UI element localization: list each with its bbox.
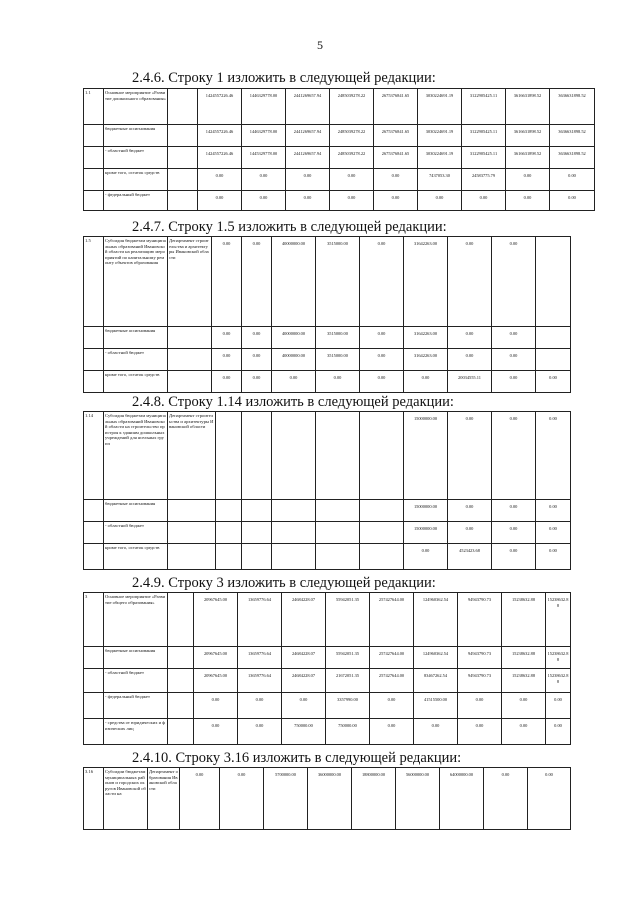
value-cell bbox=[216, 544, 242, 570]
value-cell: 0.00 bbox=[242, 169, 286, 191]
row-id: 3.16 bbox=[84, 768, 104, 830]
value-cell: 0.00 bbox=[360, 371, 404, 393]
value-cell: 0.00 bbox=[492, 371, 536, 393]
value-cell: 56000000.00 bbox=[396, 768, 440, 830]
value-cell: 124960362.54 bbox=[414, 647, 458, 669]
value-cell: 15238632.88 bbox=[502, 593, 546, 647]
row-label: кроме того, остаток средств bbox=[104, 371, 168, 393]
value-cell: 0.00 bbox=[536, 522, 571, 544]
value-cell: 55942051.35 bbox=[326, 593, 370, 647]
value-cell: 2675376841.65 bbox=[374, 125, 418, 147]
value-cell: 40000000.00 bbox=[272, 327, 316, 349]
value-cell: 0.00 bbox=[194, 693, 238, 719]
value-cell bbox=[360, 522, 404, 544]
value-cell: 0.00 bbox=[180, 768, 220, 830]
value-cell bbox=[216, 522, 242, 544]
value-cell: 36000000.00 bbox=[308, 768, 352, 830]
row-label: - областной бюджет bbox=[104, 147, 168, 169]
budget-table bbox=[83, 592, 571, 745]
value-cell: 0.00 bbox=[330, 191, 374, 211]
value-cell bbox=[316, 412, 360, 500]
value-cell: 0.00 bbox=[492, 412, 536, 500]
value-cell: 0.00 bbox=[220, 768, 264, 830]
value-cell: 5700000.00 bbox=[264, 768, 308, 830]
row-label: кроме того, остаток средств bbox=[104, 544, 168, 570]
page-number: 5 bbox=[317, 38, 323, 52]
section-heading: 2.4.10. Строку 3.16 изложить в следующей редакции: bbox=[132, 750, 462, 766]
value-cell: 750000.00 bbox=[282, 719, 326, 745]
value-cell: 4523423.68 bbox=[448, 544, 492, 570]
value-cell: 24583775.79 bbox=[462, 169, 506, 191]
value-cell: 3122905425.11 bbox=[462, 147, 506, 169]
value-cell: 2441269657.94 bbox=[286, 89, 330, 125]
row-label: Основное мероприятие «Развитие дошкольного образования» bbox=[104, 89, 168, 125]
value-cell: 1424557226.46 bbox=[198, 89, 242, 125]
value-cell: 0.00 bbox=[458, 719, 502, 745]
value-cell: 0.00 bbox=[462, 191, 506, 211]
value-cell bbox=[216, 500, 242, 522]
value-cell: 3616631898.52 bbox=[506, 147, 550, 169]
value-cell: 41515500.00 bbox=[414, 693, 458, 719]
value-cell: 0.00 bbox=[536, 412, 571, 500]
budget-table bbox=[83, 411, 571, 570]
value-cell: 3515000.00 bbox=[316, 237, 360, 327]
value-cell: 0.00 bbox=[282, 693, 326, 719]
value-cell bbox=[242, 412, 272, 500]
value-cell: 0.00 bbox=[492, 544, 536, 570]
value-cell: 15238632.88 bbox=[502, 669, 546, 693]
value-cell: 0.00 bbox=[238, 719, 282, 745]
row-label: Субсидии бюджетам муниципальных районов и городских округов Ивановской области на bbox=[104, 768, 148, 830]
value-cell: 3616631898.52 bbox=[506, 125, 550, 147]
value-cell: 0.00 bbox=[370, 719, 414, 745]
section-heading: 2.4.6. Строку 1 изложить в следующей редакции: bbox=[132, 70, 436, 86]
value-cell: 257427644.00 bbox=[370, 593, 414, 647]
value-cell: 0.00 bbox=[448, 327, 492, 349]
value-cell: 1446329778.00 bbox=[242, 125, 286, 147]
row-label: бюджетные ассигнования bbox=[104, 125, 168, 147]
value-cell: 20967645.00 bbox=[194, 593, 238, 647]
value-cell: 64000000.00 bbox=[440, 768, 484, 830]
value-cell bbox=[272, 412, 316, 500]
value-cell: 15238632.88 bbox=[546, 669, 571, 693]
value-cell: 0.00 bbox=[374, 169, 418, 191]
value-cell: 1424557226.46 bbox=[198, 147, 242, 169]
value-cell: 0.00 bbox=[272, 371, 316, 393]
value-cell: 13659776.64 bbox=[238, 593, 282, 647]
value-cell: 15000000.00 bbox=[404, 522, 448, 544]
value-cell: 0.00 bbox=[492, 522, 536, 544]
value-cell: 24684228.07 bbox=[282, 593, 326, 647]
value-cell: 2441269657.94 bbox=[286, 125, 330, 147]
value-cell: 13659776.64 bbox=[238, 669, 282, 693]
value-cell: 0.00 bbox=[536, 500, 571, 522]
row-label: - областной бюджет bbox=[104, 522, 168, 544]
value-cell: 3636631898.52 bbox=[550, 125, 595, 147]
executor-cell: Департамент строительства и архитектуры Ивановской области bbox=[168, 237, 212, 327]
value-cell: 0.00 bbox=[492, 500, 536, 522]
value-cell: 0.00 bbox=[492, 327, 536, 349]
value-cell: 55942051.35 bbox=[326, 647, 370, 669]
value-cell: 20967645.00 bbox=[194, 669, 238, 693]
row-id: 1.5 bbox=[84, 237, 104, 327]
section-heading: 2.4.9. Строку 3 изложить в следующей редакции: bbox=[132, 575, 436, 591]
value-cell: 15000000.00 bbox=[404, 412, 448, 500]
value-cell: 0.00 bbox=[448, 349, 492, 371]
value-cell bbox=[242, 544, 272, 570]
value-cell: 0.00 bbox=[458, 693, 502, 719]
value-cell: 0.00 bbox=[404, 544, 448, 570]
value-cell: 15238632.88 bbox=[502, 647, 546, 669]
value-cell: 0.00 bbox=[242, 349, 272, 371]
row-label: Субсидия бюджетам муниципальных образований Ивановской области на строительство пристроя к зданиям дошкольных учреждений для ясельных групп bbox=[104, 412, 168, 500]
value-cell: 750000.00 bbox=[326, 719, 370, 745]
value-cell: 2485039278.22 bbox=[330, 147, 374, 169]
value-cell: 0.00 bbox=[448, 500, 492, 522]
executor-cell bbox=[168, 593, 194, 647]
value-cell: 7437053.30 bbox=[418, 169, 462, 191]
value-cell: 0.00 bbox=[492, 237, 536, 327]
value-cell: 94943790.73 bbox=[458, 647, 502, 669]
value-cell: 0.00 bbox=[212, 349, 242, 371]
value-cell: 2485039278.22 bbox=[330, 125, 374, 147]
value-cell: 2441269657.94 bbox=[286, 147, 330, 169]
value-cell: 0.00 bbox=[448, 522, 492, 544]
row-label: кроме того, остаток средств bbox=[104, 169, 168, 191]
value-cell: 2485039278.22 bbox=[330, 89, 374, 125]
value-cell bbox=[360, 500, 404, 522]
value-cell bbox=[242, 522, 272, 544]
value-cell: 0.00 bbox=[316, 371, 360, 393]
value-cell: 0.00 bbox=[286, 191, 330, 211]
value-cell: 3122905425.11 bbox=[462, 89, 506, 125]
value-cell: 0.00 bbox=[536, 371, 571, 393]
value-cell: 0.00 bbox=[506, 191, 550, 211]
executor-cell bbox=[168, 89, 198, 125]
value-cell bbox=[272, 522, 316, 544]
value-cell: 40000000.00 bbox=[272, 349, 316, 371]
value-cell: 0.00 bbox=[212, 327, 242, 349]
value-cell: 0.00 bbox=[404, 371, 448, 393]
row-label: - федеральный бюджет bbox=[104, 693, 168, 719]
value-cell: 15000000.00 bbox=[404, 500, 448, 522]
row-label: - областной бюджет bbox=[104, 669, 168, 693]
value-cell: 0.00 bbox=[198, 191, 242, 211]
value-cell: 0.00 bbox=[370, 693, 414, 719]
value-cell: 3636631898.52 bbox=[550, 89, 595, 125]
value-cell: 0.00 bbox=[242, 237, 272, 327]
value-cell: 0.00 bbox=[484, 768, 528, 830]
value-cell: 0.00 bbox=[528, 768, 571, 830]
value-cell: 0.00 bbox=[414, 719, 458, 745]
value-cell: 20967645.00 bbox=[194, 647, 238, 669]
row-label: Основное мероприятие «Развитие общего образования» bbox=[104, 593, 168, 647]
value-cell: 2675376841.65 bbox=[374, 147, 418, 169]
value-cell: 31642263.00 bbox=[404, 349, 448, 371]
section-heading: 2.4.7. Строку 1.5 изложить в следующей редакции: bbox=[132, 219, 447, 235]
budget-table bbox=[83, 767, 571, 830]
value-cell: 1446329778.00 bbox=[242, 89, 286, 125]
row-label: - федеральный бюджет bbox=[104, 191, 168, 211]
row-label: - средства от юридических и физических лиц bbox=[104, 719, 168, 745]
value-cell: 24684228.07 bbox=[282, 669, 326, 693]
value-cell: 0.00 bbox=[330, 169, 374, 191]
value-cell: 24684228.07 bbox=[282, 647, 326, 669]
value-cell: 0.00 bbox=[492, 349, 536, 371]
value-cell: 0.00 bbox=[374, 191, 418, 211]
value-cell: 94943790.73 bbox=[458, 669, 502, 693]
value-cell bbox=[272, 500, 316, 522]
budget-table bbox=[83, 88, 595, 211]
value-cell: 0.00 bbox=[242, 191, 286, 211]
value-cell: 3357990.00 bbox=[326, 693, 370, 719]
value-cell: 15238632.88 bbox=[546, 647, 571, 669]
value-cell: 0.00 bbox=[448, 237, 492, 327]
value-cell: 0.00 bbox=[242, 371, 272, 393]
value-cell: 0.00 bbox=[550, 191, 595, 211]
value-cell: 13659776.64 bbox=[238, 647, 282, 669]
value-cell: 15238632.88 bbox=[546, 593, 571, 647]
value-cell: 31642263.00 bbox=[404, 327, 448, 349]
value-cell: 0.00 bbox=[286, 169, 330, 191]
value-cell: 0.00 bbox=[360, 327, 404, 349]
value-cell: 0.00 bbox=[546, 719, 571, 745]
row-id: 1.1 bbox=[84, 89, 104, 125]
value-cell: 3030224691.19 bbox=[418, 147, 462, 169]
value-cell: 0.00 bbox=[546, 693, 571, 719]
value-cell bbox=[216, 412, 242, 500]
executor-cell: Департамент образования Ивановской области bbox=[148, 768, 180, 830]
value-cell: 0.00 bbox=[550, 169, 595, 191]
value-cell: 0.00 bbox=[238, 693, 282, 719]
value-cell: 0.00 bbox=[360, 349, 404, 371]
row-id: 1.14 bbox=[84, 412, 104, 500]
value-cell: 0.00 bbox=[418, 191, 462, 211]
value-cell: 40000000.00 bbox=[272, 237, 316, 327]
value-cell: 0.00 bbox=[242, 327, 272, 349]
value-cell bbox=[360, 544, 404, 570]
value-cell bbox=[316, 522, 360, 544]
value-cell: 31642263.00 bbox=[404, 237, 448, 327]
row-label: бюджетные ассигнования bbox=[104, 647, 168, 669]
value-cell: 257427644.00 bbox=[370, 647, 414, 669]
value-cell: 83467262.54 bbox=[414, 669, 458, 693]
value-cell: 0.00 bbox=[536, 544, 571, 570]
budget-table bbox=[83, 236, 571, 393]
value-cell: 0.00 bbox=[194, 719, 238, 745]
value-cell: 0.00 bbox=[502, 719, 546, 745]
value-cell: 3515000.00 bbox=[316, 327, 360, 349]
value-cell: 0.00 bbox=[198, 169, 242, 191]
value-cell: 1445329778.00 bbox=[242, 147, 286, 169]
value-cell: 1424557226.46 bbox=[198, 125, 242, 147]
value-cell: 3616631898.52 bbox=[506, 89, 550, 125]
value-cell: 2675376841.65 bbox=[374, 89, 418, 125]
value-cell bbox=[360, 412, 404, 500]
value-cell bbox=[316, 544, 360, 570]
row-label: - областной бюджет bbox=[104, 349, 168, 371]
value-cell bbox=[272, 544, 316, 570]
value-cell: 0.00 bbox=[212, 371, 242, 393]
value-cell bbox=[316, 500, 360, 522]
section-heading: 2.4.8. Строку 1.14 изложить в следующей редакции: bbox=[132, 394, 454, 410]
row-label: бюджетные ассигнования bbox=[104, 500, 168, 522]
row-label: бюджетные ассигнования bbox=[104, 327, 168, 349]
value-cell: 3515000.00 bbox=[316, 349, 360, 371]
value-cell: 3030224691.19 bbox=[418, 89, 462, 125]
value-cell: 21672051.35 bbox=[326, 669, 370, 693]
value-cell bbox=[242, 500, 272, 522]
value-cell: 257427644.00 bbox=[370, 669, 414, 693]
value-cell: 94943790.73 bbox=[458, 593, 502, 647]
value-cell: 0.00 bbox=[506, 169, 550, 191]
value-cell: 124960362.54 bbox=[414, 593, 458, 647]
value-cell: 3636631898.52 bbox=[550, 147, 595, 169]
value-cell: 3030224691.19 bbox=[418, 125, 462, 147]
executor-cell: Департамент строительства и архитектуры Ивановской области bbox=[168, 412, 216, 500]
value-cell: 3122905425.11 bbox=[462, 125, 506, 147]
row-id: 3 bbox=[84, 593, 104, 647]
value-cell: 0.00 bbox=[212, 237, 242, 327]
row-label: Субсидия бюджетам муниципальных образований Ивановской области на реализацию мероприятий по капитальному ремонту объектов образования bbox=[104, 237, 168, 327]
value-cell: 20034555.11 bbox=[448, 371, 492, 393]
value-cell: 0.00 bbox=[360, 237, 404, 327]
value-cell: 0.00 bbox=[448, 412, 492, 500]
value-cell: 18800000.00 bbox=[352, 768, 396, 830]
value-cell: 0.00 bbox=[502, 693, 546, 719]
